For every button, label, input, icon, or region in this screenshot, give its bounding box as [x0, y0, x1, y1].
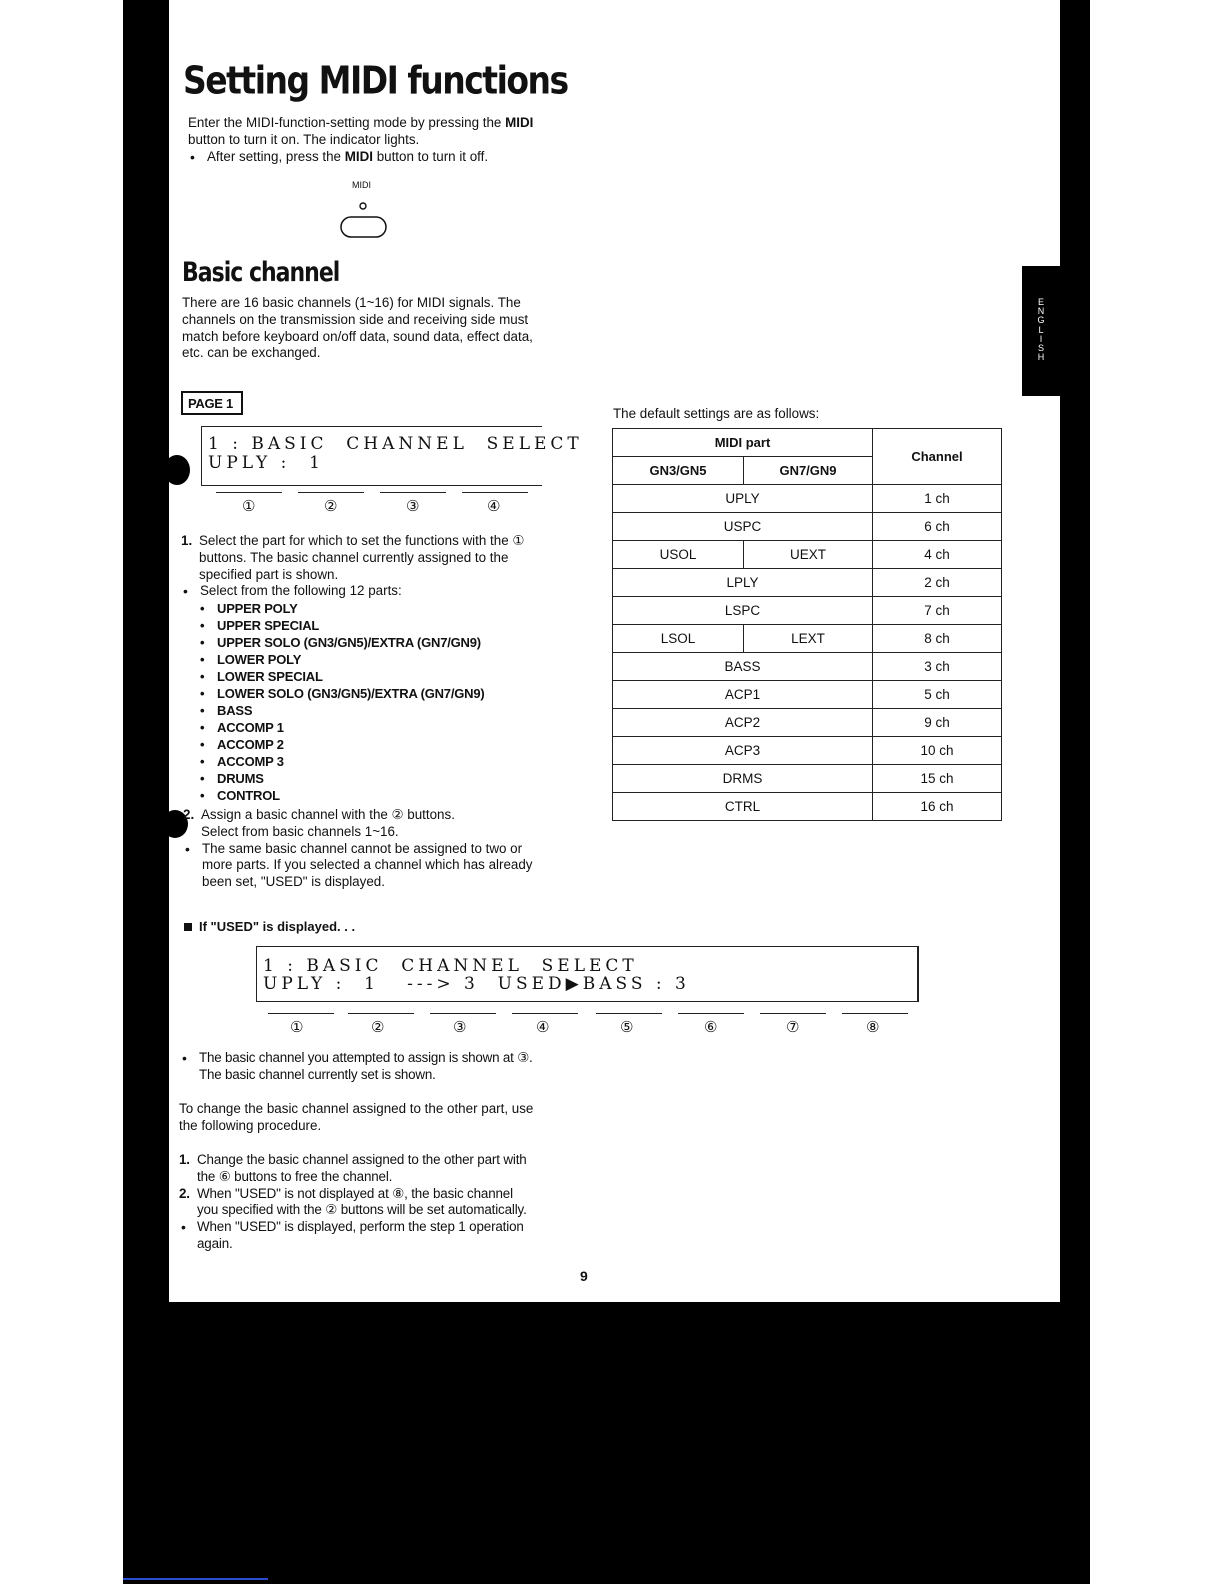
- tab-letter: L: [1038, 324, 1044, 335]
- page-number: 9: [580, 1268, 588, 1284]
- button-underline: [760, 1013, 826, 1014]
- defaults-table: [612, 428, 1002, 821]
- used-button-marker-6[interactable]: ⑥: [704, 1018, 718, 1036]
- tab-letter: E: [1037, 297, 1044, 307]
- table-row: USPC 6 ch: [613, 513, 1002, 541]
- table-row: USOL UEXT 4 ch: [613, 541, 1002, 569]
- step-1: 1. Select the part for which to set the functions with the ① buttons. The basic channel currently assigned to the specified part is shown. • Select from the following 12 parts:: [181, 533, 581, 600]
- list-item: • BASS: [200, 702, 600, 719]
- page-badge-label: PAGE 1: [188, 396, 233, 411]
- step-number: 2.: [183, 807, 195, 822]
- used-button-marker-1[interactable]: ①: [290, 1018, 304, 1036]
- scan-bottom-left-strip: [123, 1298, 157, 1308]
- button-underline: [512, 1013, 578, 1014]
- button-marker-4[interactable]: ④: [487, 497, 501, 515]
- language-tab: [1022, 266, 1060, 396]
- table-row: ACP3 10 ch: [613, 737, 1002, 765]
- button-marker-3[interactable]: ③: [406, 497, 420, 515]
- button-underline: [348, 1013, 414, 1014]
- list-item: • CONTROL: [200, 787, 600, 804]
- list-item: • ACCOMP 1: [200, 719, 600, 736]
- tab-letter: G: [1037, 315, 1045, 326]
- list-item: • LOWER SOLO (GN3/GN5)/EXTRA (GN7/GN9): [200, 685, 600, 702]
- page-title: Setting MIDI functions: [183, 58, 568, 103]
- lcd-display: [201, 426, 583, 486]
- table-row: LSOL LEXT 8 ch: [613, 625, 1002, 653]
- midi-button-illustration: [336, 200, 392, 242]
- defaults-caption: The default settings are as follows:: [613, 406, 820, 421]
- button-underline: [380, 492, 446, 493]
- change-procedure-steps: 1. Change the basic channel assigned to the other part with the ⑥ buttons to free the channel. 2. When "USED" is not displayed at ⑧, the basic channel you specified with the ② buttons will be set automatically. • When "USED" is displayed, perform the step 1 operation again.: [179, 1152, 579, 1253]
- lcd-used-line-2: UPLY : 1 ---> 3 USED▶BASS : 3: [263, 974, 690, 994]
- button-marker-2[interactable]: ②: [324, 497, 338, 515]
- table-row: CTRL 16 ch: [613, 793, 1002, 821]
- table-row: DRMS 15 ch: [613, 765, 1002, 793]
- tab-letter: N: [1037, 306, 1045, 317]
- lcd-line-1: 1 : BASIC CHANNEL SELECT: [208, 434, 583, 454]
- used-button-marker-7[interactable]: ⑦: [786, 1018, 800, 1036]
- basic-channel-description: There are 16 basic channels (1~16) for MIDI signals. The channels on the transmission side and receiving side must match before keyboard on/off data, sound data, effect data, etc. can be exchanged.: [182, 295, 533, 361]
- used-button-marker-2[interactable]: ②: [371, 1018, 385, 1036]
- page-badge: [181, 391, 243, 415]
- button-underline: [216, 492, 282, 493]
- list-item: • ACCOMP 3: [200, 753, 600, 770]
- change-procedure-intro: To change the basic channel assigned to the other part, use the following procedure.: [179, 1101, 534, 1133]
- used-heading: If "USED" is displayed. . .: [199, 919, 356, 934]
- list-item: • UPPER POLY: [200, 600, 600, 617]
- button-underline: [596, 1013, 662, 1014]
- table-row: LSPC 7 ch: [613, 597, 1002, 625]
- step-2: 2. Assign a basic channel with the ② buttons. Select from basic channels 1~16. • The same basic channel cannot be assigned to two or more parts. If you selected a channel which has already been set, "USED" is displayed.: [183, 807, 583, 891]
- used-button-marker-4[interactable]: ④: [536, 1018, 550, 1036]
- lcd-line-2: UPLY : 1: [208, 453, 324, 473]
- table-row: BASS 3 ch: [613, 653, 1002, 681]
- table-row: ACP2 9 ch: [613, 709, 1002, 737]
- lcd-used-line-1: 1 : BASIC CHANNEL SELECT: [263, 956, 638, 976]
- button-underline: [298, 492, 364, 493]
- list-item: • LOWER SPECIAL: [200, 668, 600, 685]
- intro-text: Enter the MIDI-function-setting mode by pressing the MIDI button to turn it on. The indicator lights. • After setting, press the MIDI button to turn it off.: [188, 115, 608, 165]
- used-button-marker-3[interactable]: ③: [453, 1018, 467, 1036]
- button-underline: [430, 1013, 496, 1014]
- scan-dot: [164, 455, 190, 485]
- header-midi-part: MIDI part: [613, 429, 873, 457]
- tab-letter: S: [1037, 343, 1044, 354]
- step-number: 1.: [181, 533, 193, 548]
- header-channel: Channel: [873, 429, 1002, 485]
- button-underline: [842, 1013, 908, 1014]
- button-underline: [462, 492, 528, 493]
- used-button-marker-5[interactable]: ⑤: [620, 1018, 634, 1036]
- section-heading-basic-channel: Basic channel: [182, 258, 340, 288]
- midi-button-label: MIDI: [352, 180, 371, 190]
- scan-border-bottom: [123, 1302, 1090, 1584]
- indicator-light-icon: [360, 203, 366, 209]
- list-item: • UPPER SOLO (GN3/GN5)/EXTRA (GN7/GN9): [200, 634, 600, 651]
- table-row: LPLY 2 ch: [613, 569, 1002, 597]
- button-underline: [678, 1013, 744, 1014]
- parts-list: [200, 600, 600, 804]
- lcd-display-used: [256, 946, 919, 1002]
- step-number: 2.: [179, 1185, 190, 1201]
- tab-letter: H: [1037, 352, 1045, 363]
- table-row: ACP1 5 ch: [613, 681, 1002, 709]
- button-underline: [268, 1013, 334, 1014]
- used-button-marker-8[interactable]: ⑧: [866, 1018, 880, 1036]
- list-item: • DRUMS: [200, 770, 600, 787]
- square-bullet-icon: [184, 923, 192, 931]
- header-gn3-gn5: GN3/GN5: [613, 457, 744, 485]
- used-explanation: • The basic channel you attempted to assign is shown at ③. The basic channel currently set is shown.: [180, 1050, 580, 1084]
- header-gn7-gn9: GN7/GN9: [744, 457, 873, 485]
- tab-letter: I: [1039, 333, 1043, 344]
- step-number: 1.: [179, 1152, 190, 1167]
- button-marker-1[interactable]: ①: [242, 497, 256, 515]
- list-item: • UPPER SPECIAL: [200, 617, 600, 634]
- list-item: • ACCOMP 2: [200, 736, 600, 753]
- list-item: • LOWER POLY: [200, 651, 600, 668]
- table-row: UPLY 1 ch: [613, 485, 1002, 513]
- midi-button-icon: [341, 217, 386, 237]
- scan-underline-artifact: [123, 1578, 268, 1580]
